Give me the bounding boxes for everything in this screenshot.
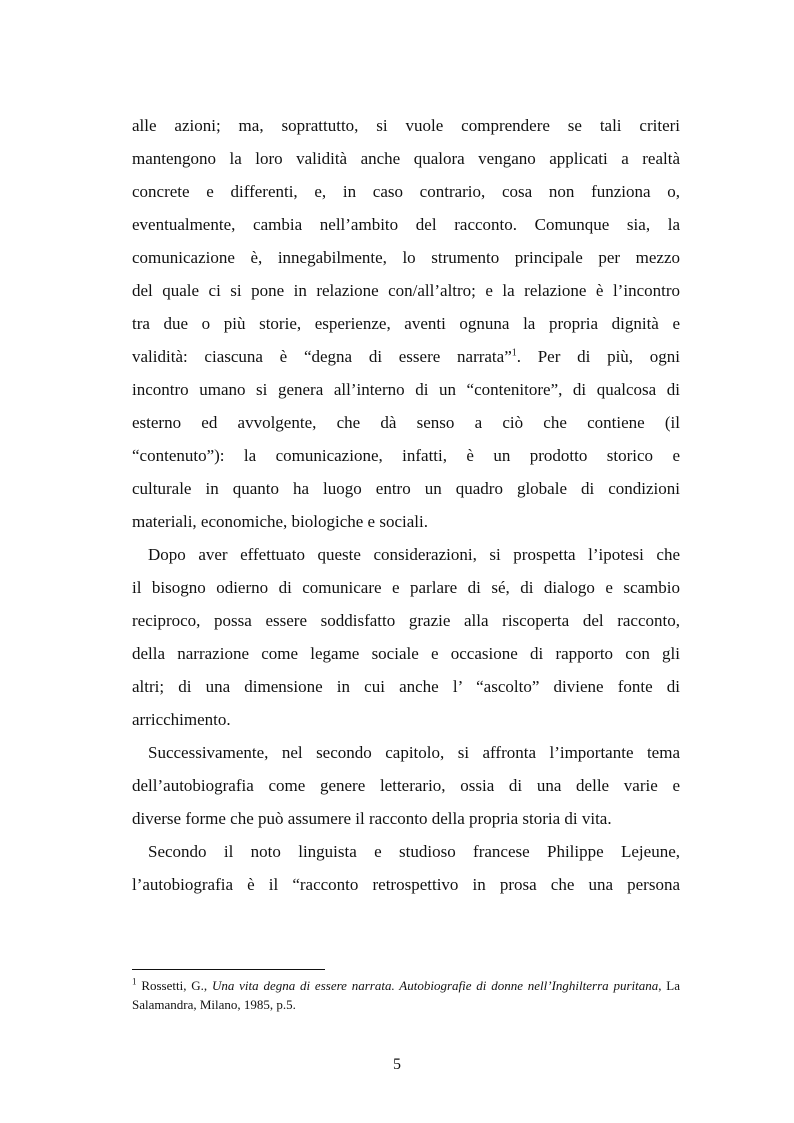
- text-line: culturale in quanto ha luogo entro un quadro globale di condizioni: [132, 479, 680, 498]
- text-line: arricchimento.: [132, 710, 231, 729]
- footnote: [132, 976, 680, 1014]
- paragraph-first-line: Successivamente, nel secondo capitolo, si affronta l’importante tema: [148, 743, 680, 762]
- text-segment: validità: ciascuna è “degna di essere narrata”: [132, 347, 512, 366]
- footnote-separator: [132, 969, 325, 970]
- text-line: alle azioni; ma, soprattutto, si vuole comprendere se tali criteri: [132, 116, 680, 135]
- text-line: incontro umano si genera all’interno di un “contenitore”, di qualcosa di: [132, 380, 680, 399]
- text-line: esterno ed avvolgente, che dà senso a ciò che contiene (il: [132, 413, 680, 432]
- text-line-with-footnote-ref: [132, 340, 680, 373]
- text-segment: . Per di più, ogni: [516, 347, 680, 366]
- footnote-title: Una vita degna di essere narrata. Autobiografie di donne nell’Inghilterra puritana: [211, 978, 659, 993]
- footnote-line: [132, 976, 680, 995]
- text-line: tra due o più storie, esperienze, aventi ognuna la propria dignità e: [132, 314, 680, 333]
- paragraph-first-line: Dopo aver effettuato queste considerazioni, si prospetta l’ipotesi che: [148, 545, 680, 564]
- text-line: dell’autobiografia come genere letterario, ossia di una delle varie e: [132, 776, 680, 795]
- text-line: il bisogno odierno di comunicare e parlare di sé, di dialogo e scambio: [132, 578, 680, 597]
- footnote-reference[interactable]: 1: [511, 347, 517, 359]
- text-line: reciproco, possa essere soddisfatto grazie alla riscoperta del racconto,: [132, 611, 680, 630]
- text-line: altri; di una dimensione in cui anche l’ “ascolto” diviene fonte di: [132, 677, 680, 696]
- body-text: [132, 109, 680, 901]
- text-line: eventualmente, cambia nell’ambito del racconto. Comunque sia, la: [132, 215, 680, 234]
- text-line: diverse forme che può assumere il racconto della propria storia di vita.: [132, 809, 612, 828]
- page-number: 5: [393, 1056, 401, 1073]
- text-line: comunicazione è, innegabilmente, lo strumento principale per mezzo: [132, 248, 680, 267]
- footnote-line: Salamandra, Milano, 1985, p.5.: [132, 997, 296, 1012]
- footnote-number: 1: [132, 976, 137, 987]
- text-line: materiali, economiche, biologiche e sociali.: [132, 512, 428, 531]
- footnote-author: Rossetti, G.,: [141, 978, 208, 993]
- text-line: del quale ci si pone in relazione con/all’altro; e la relazione è l’incontro: [132, 281, 680, 300]
- text-line: della narrazione come legame sociale e occasione di rapporto con gli: [132, 644, 680, 663]
- text-line: mantengono la loro validità anche qualora vengano applicati a realtà: [132, 149, 680, 168]
- text-line: concrete e differenti, e, in caso contrario, cosa non funziona o,: [132, 182, 680, 201]
- text-line: l’autobiografia è il “racconto retrospettivo in prosa che una persona: [132, 875, 680, 894]
- paragraph-first-line: Secondo il noto linguista e studioso francese Philippe Lejeune,: [148, 842, 680, 861]
- text-line: “contenuto”): la comunicazione, infatti, è un prodotto storico e: [132, 446, 680, 465]
- footnote-publisher: , La: [658, 978, 681, 993]
